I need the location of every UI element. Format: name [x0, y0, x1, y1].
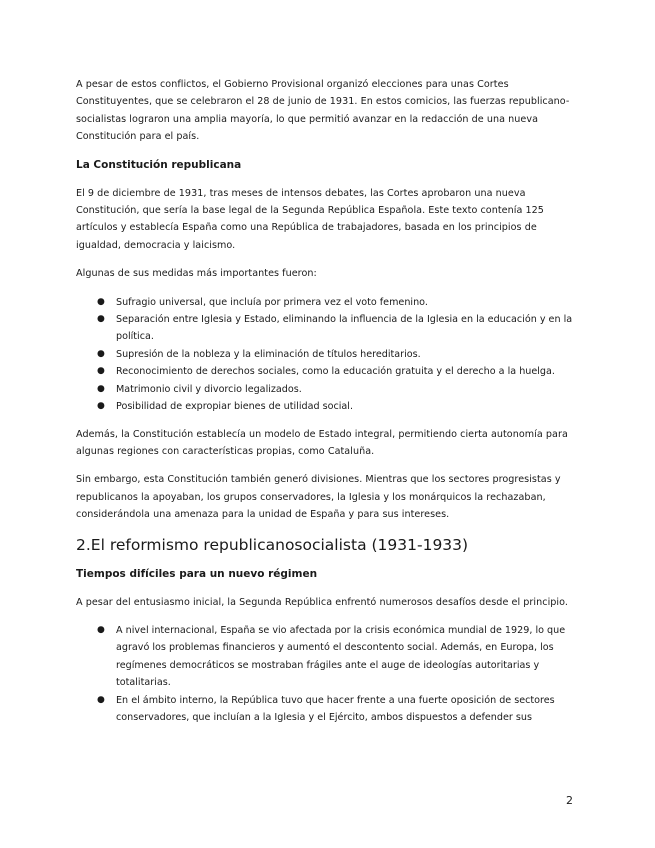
list-item	[97, 381, 576, 398]
paragraph-estado-integral: Además, la Constitución establecía un modelo de Estado integral, permitiendo cierta autonomía para algunas regiones con características propias, como Cataluña.	[76, 428, 568, 457]
list-item-text: Posibilidad de expropiar bienes de utilidad social.	[116, 401, 354, 413]
list-item-text: Separación entre Iglesia y Estado, eliminando la influencia de la Iglesia en la educación y en la política.	[116, 314, 573, 343]
section-heading-reformismo: 2.El reformismo republicanosocialista (1931-1933)	[76, 535, 469, 554]
list-item	[97, 311, 576, 346]
list-item-text: Matrimonio civil y divorcio legalizados.	[116, 383, 302, 395]
list-item	[97, 692, 576, 727]
list-item	[97, 294, 576, 311]
bullet-icon: ●	[97, 624, 105, 635]
paragraph-intro: A pesar de estos conflictos, el Gobierno Provisional organizó elecciones para unas Cortes Constituyentes, que se celebraron el 28 de junio de 1931. En estos comicios, las fuerzas republicano-socialistas lograron una amplia mayoría, lo que permitió avanzar en la redacción de una nueva Constitución para el país.	[76, 79, 570, 143]
bullet-icon: ●	[97, 366, 105, 377]
bullet-icon: ●	[97, 296, 105, 307]
list-item-text: Sufragio universal, que incluía por primera vez el voto femenino.	[116, 296, 428, 308]
dificultades-list	[76, 622, 576, 726]
paragraph-medidas-intro: Algunas de sus medidas más importantes fueron:	[76, 268, 317, 280]
paragraph-divisiones: Sin embargo, esta Constitución también generó divisiones. Mientras que los sectores progresistas y republicanos la apoyaban, los grupos conservadores, la Iglesia y los monárquicos la rechazaban, considerándola una amenaza para la unidad de España y para sus intereses.	[76, 474, 561, 521]
heading-tiempos-dificiles: Tiempos difíciles para un nuevo régimen	[76, 567, 318, 580]
list-item	[97, 398, 576, 415]
list-item-text: A nivel internacional, España se vio afectada por la crisis económica mundial de 1929, lo que agravó los problemas financieros y aumentó el descontento social. Además, en Europa, los regímenes democráticos se mostraban frágiles ante el auge de ideologías autoritarias y totalitarias.	[116, 624, 566, 689]
list-item	[97, 622, 576, 692]
list-item	[97, 346, 576, 363]
list-item-text: Reconocimiento de derechos sociales, como la educación gratuita y el derecho a la huelga.	[116, 366, 555, 378]
bullet-icon: ●	[97, 348, 105, 359]
list-item	[97, 363, 576, 380]
list-item-text: En el ámbito interno, la República tuvo que hacer frente a una fuerte oposición de sectores conservadores, que incluían a la Iglesia y el Ejército, ambos dispuestos a defender sus	[116, 694, 555, 723]
bullet-icon: ●	[97, 314, 105, 325]
page-number: 2	[566, 794, 573, 807]
bullet-icon: ●	[97, 694, 105, 705]
heading-constitucion-republicana: La Constitución republicana	[76, 158, 242, 171]
list-item-text: Supresión de la nobleza y la eliminación de títulos hereditarios.	[116, 348, 421, 360]
paragraph-desafios: A pesar del entusiasmo inicial, la Segunda República enfrentó numerosos desafíos desde el principio.	[76, 596, 568, 608]
bullet-icon: ●	[97, 401, 105, 412]
medidas-list	[76, 294, 576, 416]
page-content	[76, 76, 576, 736]
bullet-icon: ●	[97, 383, 105, 394]
paragraph-constitucion: El 9 de diciembre de 1931, tras meses de intensos debates, las Cortes aprobaron una nueva Constitución, que sería la base legal de la Segunda República Española. Este texto contenía 125 artículos y establecía España como una República de trabajadores, basada en los principios de igualdad, democracia y laicismo.	[76, 187, 544, 251]
